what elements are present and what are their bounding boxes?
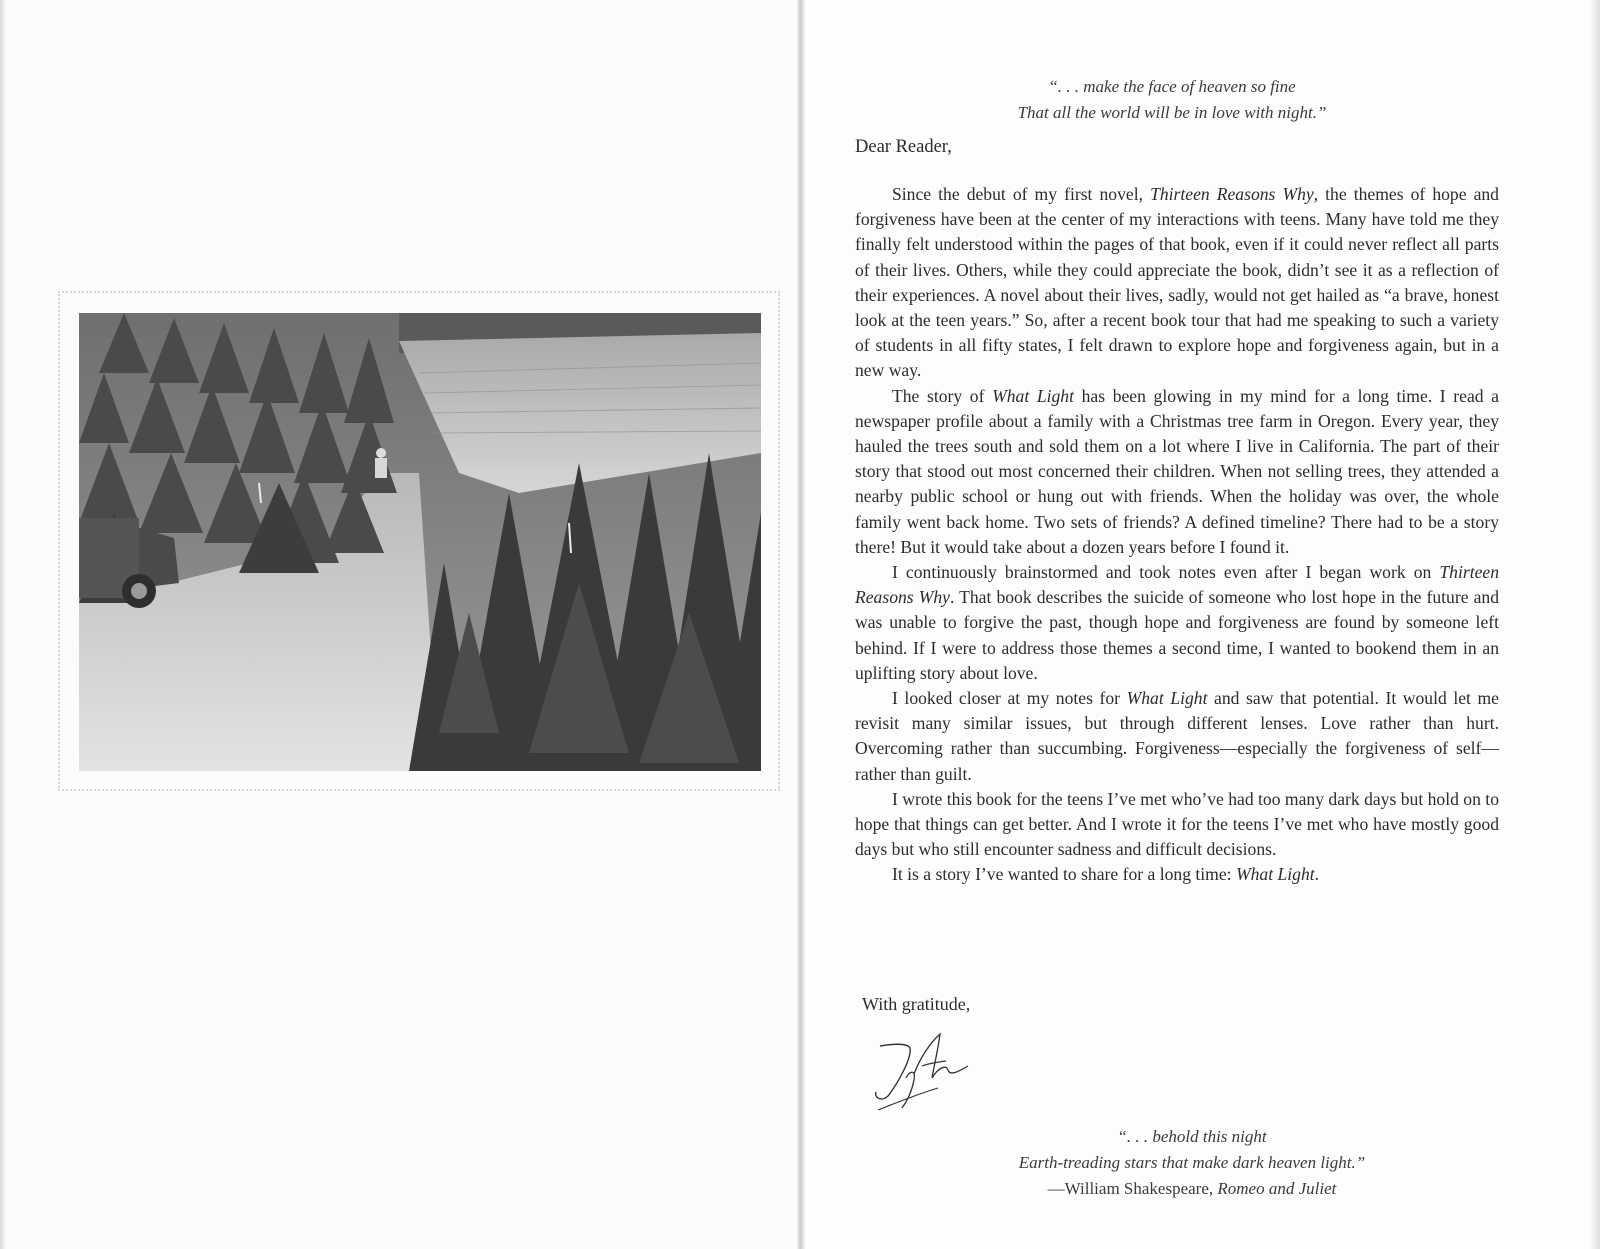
paragraph-5: I wrote this book for the teens I’ve met who’ve had too many dark days but hold on to hope that things can get better. And I wrote it for the teens I’ve met who have mostly good days but who still encounter sadness and difficult decisions. bbox=[855, 788, 1499, 860]
book-gutter bbox=[797, 0, 805, 1249]
play-title: Romeo and Juliet bbox=[1217, 1179, 1337, 1198]
book-title: What Light bbox=[992, 385, 1074, 406]
book-title: What Light bbox=[1235, 864, 1315, 885]
paragraph-3: I continuously brainstormed and took notes even after I began work on Thirteen Reasons Why. That book describes the suicide of someone who lost hope in the future and was unable to forgive the past, though hope and forgiveness are found by someone left behind. If I were to address those themes a second time, I wanted to bookend them in an uplifting story about love. bbox=[855, 562, 1499, 683]
letter-body bbox=[855, 182, 1499, 888]
signature-icon bbox=[868, 1028, 988, 1118]
epigraph-top bbox=[840, 74, 1504, 126]
epigraph-bottom-line-1: “. . . behold this night bbox=[1117, 1127, 1267, 1146]
closing: With gratitude, bbox=[862, 994, 971, 1014]
paragraph-4: I looked closer at my notes for What Light and saw that potential. It would let me revisit many similar issues, but through different lenses. Love rather than hurt. Overcoming rather than succumbing. Forgiveness—especially the forgiveness of self—rather than guilt. bbox=[855, 688, 1499, 784]
paragraph-2: The story of What Light has been glowing in my mind for a long time. I read a newspaper profile about a family with a Christmas tree farm in Oregon. Every year, they hauled the trees south and sold them on a lot where I live in California. The part of their story that stood out most concerned their children. When not selling trees, they attended a nearby public school or hung out with friends. When the holiday was over, the whole family went back home. Two sets of friends? A defined timeline? There had to be a story there! But it would take about a dozen years before I found it. bbox=[855, 385, 1499, 557]
book-title: What Light bbox=[1126, 688, 1208, 709]
epigraph-attribution: —William Shakespeare, Romeo and Juliet bbox=[1047, 1179, 1337, 1198]
epigraph-top-line-2: That all the world will be in love with night.” bbox=[1017, 103, 1327, 122]
epigraph-bottom-line-2: Earth-treading stars that make dark heaven light.” bbox=[1018, 1153, 1366, 1172]
salutation: Dear Reader, bbox=[855, 137, 952, 157]
paragraph-6: It is a story I’ve wanted to share for a long time: What Light. bbox=[892, 864, 1320, 885]
right-page-edge bbox=[1590, 0, 1600, 1249]
left-page bbox=[0, 0, 797, 1249]
epigraph-top-line-1: “. . . make the face of heaven so fine bbox=[1048, 77, 1296, 96]
left-page-edge bbox=[0, 0, 6, 1249]
book-title: Thirteen Reasons Why bbox=[855, 562, 1499, 608]
book-title: Thirteen Reasons Why bbox=[1150, 184, 1314, 204]
paragraph-1: Since the debut of my first novel, Thirteen Reasons Why, the themes of hope and forgiveness have been at the center of my interactions with teens. Many have told me they finally felt understood within the pages of that book, even if it could never reflect all parts of their lives. Others, while they could appreciate the book, didn’t see it as a reflection of their experiences. A novel about their lives, sadly, would not get hailed as “a brave, honest look at the teen years.” So, after a recent book tour that had me speaking to such a variety of students in all fifty states, I felt drawn to explore hope and forgiveness again, but in a new way. bbox=[855, 184, 1499, 381]
epigraph-bottom bbox=[860, 1124, 1524, 1202]
photo-image bbox=[79, 313, 761, 771]
christmas-tree-farm-photo bbox=[79, 313, 761, 771]
